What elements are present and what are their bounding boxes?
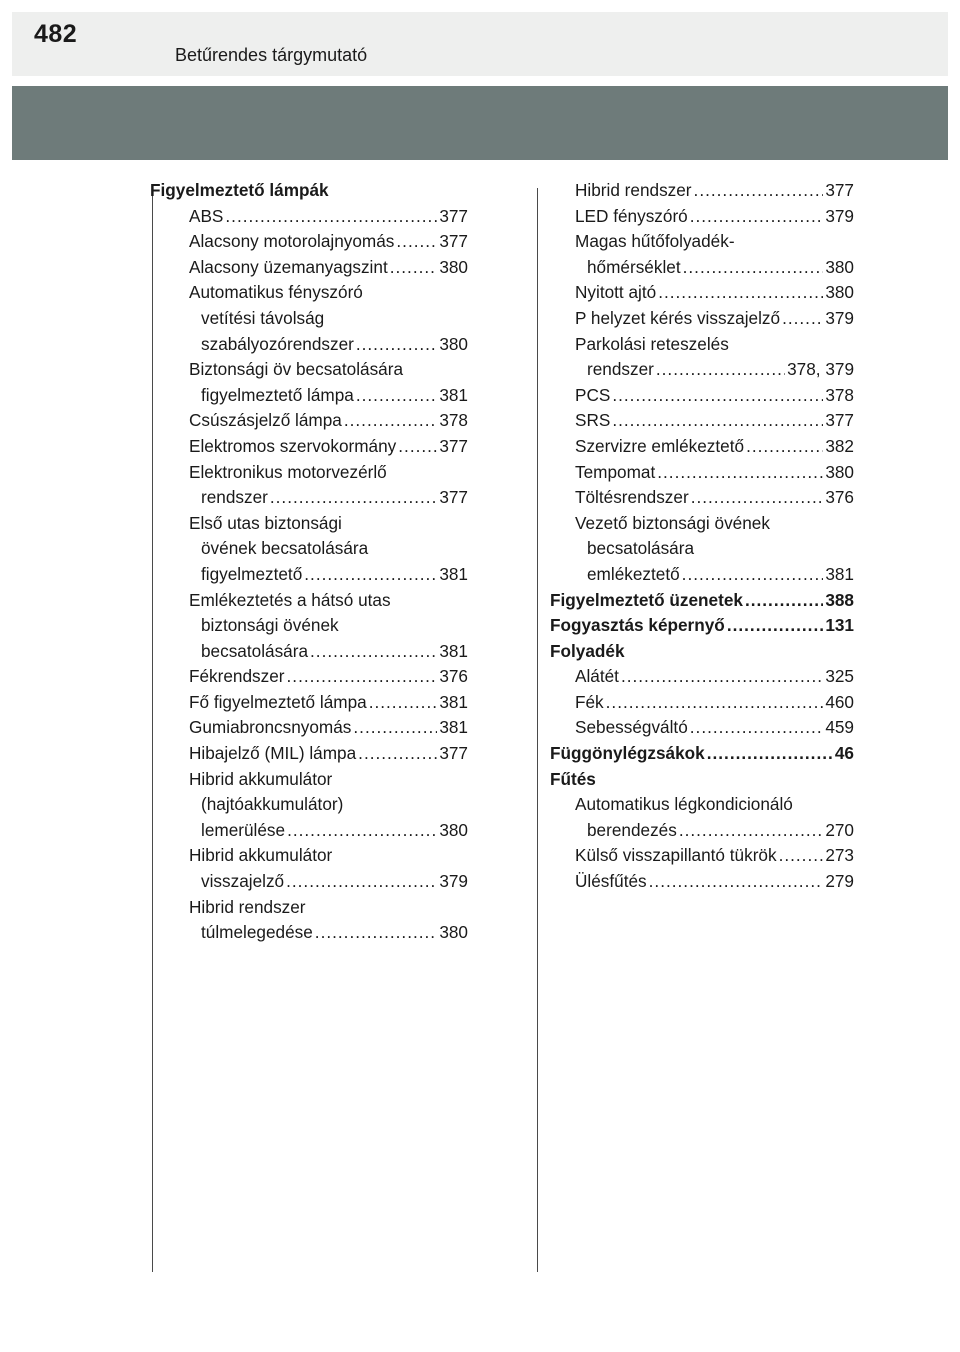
index-entry-text: övének becsatolására <box>201 538 369 559</box>
index-page-reference[interactable]: 377 <box>439 743 468 764</box>
index-page-reference[interactable]: 381 <box>439 384 468 405</box>
index-entry <box>550 332 854 358</box>
index-entry <box>550 434 854 460</box>
leader-dots <box>690 204 824 230</box>
leader-dots <box>683 255 824 281</box>
index-page-reference[interactable]: 379 <box>825 205 854 226</box>
index-page-reference[interactable]: 131 <box>825 615 854 636</box>
index-entry <box>550 511 854 537</box>
leader-dots <box>658 280 823 306</box>
leader-dots <box>782 306 823 332</box>
index-entry <box>550 383 854 409</box>
index-page-reference[interactable]: 377 <box>439 435 468 456</box>
index-entry <box>550 204 854 230</box>
index-entry <box>550 715 854 741</box>
index-entry-text: Vezető biztonsági övének <box>575 512 770 533</box>
index-entry-text: Csúszásjelző lámpa <box>189 410 342 431</box>
leader-dots <box>682 562 824 588</box>
index-page-reference[interactable]: 380 <box>439 922 468 943</box>
index-entry-continuation <box>550 562 854 588</box>
index-entry-text: (hajtóakkumulátor) <box>201 794 344 815</box>
index-entry-continuation <box>150 869 468 895</box>
index-entry <box>150 715 468 741</box>
index-entry-text: Szervizre emlékeztető <box>575 435 745 456</box>
index-entry-text: Magas hűtőfolyadék- <box>575 231 735 252</box>
index-entry-text: Első utas biztonsági <box>189 512 342 533</box>
index-entry <box>150 690 468 716</box>
index-heading <box>150 178 468 204</box>
header-banner <box>12 86 948 160</box>
index-entry <box>150 511 468 537</box>
index-entry-continuation <box>150 613 468 639</box>
index-page-reference[interactable]: 325 <box>825 666 854 687</box>
index-entry-text: visszajelző <box>201 871 285 892</box>
index-entry <box>150 741 468 767</box>
index-entry <box>550 229 854 255</box>
index-entry-text: Alátét <box>575 666 619 687</box>
index-page-reference[interactable]: 378, 379 <box>787 359 854 380</box>
index-page-reference[interactable]: 270 <box>825 819 854 840</box>
index-page-reference[interactable]: 380 <box>825 461 854 482</box>
index-page-reference[interactable]: 377 <box>439 205 468 226</box>
index-entry-continuation <box>150 920 468 946</box>
index-page-reference[interactable]: 379 <box>439 871 468 892</box>
index-entry-text: Hibajelző (MIL) lámpa <box>189 743 357 764</box>
index-page-reference[interactable]: 377 <box>439 231 468 252</box>
index-entry-text: Sebességváltó <box>575 717 688 738</box>
header-bar <box>12 12 948 76</box>
index-entry-continuation <box>150 562 468 588</box>
index-entry-text: Fékrendszer <box>189 666 285 687</box>
index-entry-text: Emlékeztetés a hátsó utas <box>189 589 391 610</box>
index-entry-text: emlékeztető <box>587 563 680 584</box>
index-heading <box>550 639 854 665</box>
leader-dots <box>390 255 438 281</box>
index-entry-text: Ülésfűtés <box>575 871 647 892</box>
index-entry <box>550 690 854 716</box>
index-page-reference[interactable]: 459 <box>825 717 854 738</box>
leader-dots <box>287 818 437 844</box>
index-entry-text: LED fényszóró <box>575 205 688 226</box>
index-page-reference[interactable]: 377 <box>825 410 854 431</box>
index-entry <box>150 255 468 281</box>
index-entry-text: Függönylégzsákok <box>550 743 705 764</box>
index-entry-continuation <box>150 536 468 562</box>
index-page-reference[interactable]: 380 <box>439 819 468 840</box>
index-page-reference[interactable]: 376 <box>439 666 468 687</box>
index-entry <box>550 485 854 511</box>
index-page-reference[interactable]: 460 <box>825 691 854 712</box>
leader-dots <box>694 178 824 204</box>
index-entry-text: becsatolására <box>587 538 695 559</box>
index-page-reference[interactable]: 46 <box>834 743 854 764</box>
index-entry-text: Folyadék <box>550 640 625 661</box>
index-entry <box>550 792 854 818</box>
leader-dots <box>606 690 824 716</box>
index-entry-text: Parkolási reteszelés <box>575 333 729 354</box>
index-entry <box>550 408 854 434</box>
index-entry-text: Hibrid akkumulátor <box>189 845 333 866</box>
index-entry <box>550 306 854 332</box>
index-entry-text: P helyzet kérés visszajelző <box>575 307 781 328</box>
index-entry-text: Külső visszapillantó tükrök <box>575 845 777 866</box>
index-page-reference[interactable]: 388 <box>825 589 854 610</box>
index-entry <box>150 434 468 460</box>
leader-dots <box>745 588 823 614</box>
index-entry-text: Figyelmeztető lámpák <box>150 180 329 200</box>
index-entry-continuation <box>150 818 468 844</box>
index-heading <box>550 613 854 639</box>
leader-dots <box>356 332 437 358</box>
index-entry-text: Elektromos szervokormány <box>189 435 397 456</box>
leader-dots <box>746 434 823 460</box>
leader-dots <box>396 229 437 255</box>
index-page-reference[interactable]: 382 <box>825 435 854 456</box>
leader-dots <box>286 869 437 895</box>
index-entry-text: SRS <box>575 410 611 431</box>
leader-dots <box>398 434 437 460</box>
index-page-reference[interactable]: 381 <box>439 717 468 738</box>
index-entry <box>150 460 468 486</box>
index-entry <box>550 280 854 306</box>
leader-dots <box>690 715 824 741</box>
index-entry <box>550 460 854 486</box>
leader-dots <box>358 741 437 767</box>
index-entry-continuation <box>550 255 854 281</box>
index-entry-continuation <box>150 792 468 818</box>
leader-dots <box>649 869 824 895</box>
index-entry-text: rendszer <box>201 487 268 508</box>
index-column-right <box>550 178 854 895</box>
index-entry-text: rendszer <box>587 359 654 380</box>
index-entry-text: Elektronikus motorvezérlő <box>189 461 387 482</box>
index-page-reference[interactable]: 380 <box>825 282 854 303</box>
leader-dots <box>779 843 824 869</box>
leader-dots <box>612 408 823 434</box>
index-entry-text: szabályozórendszer <box>201 333 354 354</box>
index-entry-text: lemerülése <box>201 819 286 840</box>
index-entry <box>150 767 468 793</box>
index-entry <box>150 843 468 869</box>
index-entry-text: Hibrid akkumulátor <box>189 768 333 789</box>
index-entry-continuation <box>150 485 468 511</box>
leader-dots <box>656 357 785 383</box>
leader-dots <box>304 562 437 588</box>
index-entry-text: Biztonsági öv becsatolására <box>189 359 404 380</box>
index-entry-text: Automatikus légkondicionáló <box>575 794 793 815</box>
index-page-reference[interactable]: 380 <box>825 256 854 277</box>
leader-dots <box>310 639 437 665</box>
index-entry <box>150 895 468 921</box>
index-entry-continuation <box>150 383 468 409</box>
index-entry-text: hőmérséklet <box>587 256 681 277</box>
leader-dots <box>691 485 824 511</box>
index-page-reference[interactable]: 379 <box>825 307 854 328</box>
index-entry-continuation <box>550 818 854 844</box>
leader-dots <box>270 485 437 511</box>
leader-dots <box>353 715 437 741</box>
page-number: 482 <box>34 20 78 48</box>
leader-dots <box>315 920 438 946</box>
leader-dots <box>657 460 823 486</box>
index-entry-continuation <box>550 536 854 562</box>
index-page-reference[interactable]: 381 <box>439 563 468 584</box>
index-page-reference[interactable]: 279 <box>825 871 854 892</box>
index-entry <box>150 280 468 306</box>
index-entry <box>150 664 468 690</box>
index-entry-text: Alacsony üzemanyagszint <box>189 256 388 277</box>
index-entry-text: ABS <box>189 205 224 226</box>
column-divider-right <box>537 188 538 1272</box>
index-entry-text: Tempomat <box>575 461 656 482</box>
index-page-reference[interactable]: 377 <box>825 180 854 200</box>
index-page-reference[interactable]: 376 <box>825 487 854 508</box>
leader-dots <box>225 204 437 230</box>
index-entry-text: berendezés <box>587 819 677 840</box>
index-page-reference[interactable]: 273 <box>825 845 854 866</box>
leader-dots <box>612 383 823 409</box>
index-entry-text: vetítési távolság <box>201 307 325 328</box>
index-entry-text: Alacsony motorolajnyomás <box>189 231 395 252</box>
index-entry-continuation <box>550 357 854 383</box>
index-entry-text: Gumiabroncsnyomás <box>189 717 352 738</box>
index-heading <box>550 588 854 614</box>
index-page-reference[interactable]: 380 <box>439 333 468 354</box>
index-entry-continuation <box>150 639 468 665</box>
index-heading <box>550 741 854 767</box>
section-title: Betűrendes tárgymutató <box>175 45 368 65</box>
index-page-reference[interactable]: 381 <box>825 563 854 584</box>
index-entry-text: figyelmeztető <box>201 563 303 584</box>
index-entry-text: figyelmeztető lámpa <box>201 384 354 405</box>
index-entry <box>150 204 468 230</box>
index-entry <box>150 357 468 383</box>
index-entry-text: Töltésrendszer <box>575 487 689 508</box>
index-entry-text: Nyitott ajtó <box>575 282 657 303</box>
index-entry-continuation <box>150 306 468 332</box>
index-entry <box>150 588 468 614</box>
index-entry <box>550 664 854 690</box>
index-page-reference[interactable]: 377 <box>439 487 468 508</box>
index-entry-text: Hibrid rendszer <box>575 180 692 200</box>
index-entry <box>150 229 468 255</box>
index-column-left <box>150 178 468 946</box>
index-entry <box>150 408 468 434</box>
index-entry-text: Automatikus fényszóró <box>189 282 363 303</box>
leader-dots <box>369 690 438 716</box>
index-entry-text: Hibrid rendszer <box>189 896 306 917</box>
leader-dots <box>727 613 824 639</box>
leader-dots <box>356 383 437 409</box>
index-page-reference[interactable]: 380 <box>439 256 468 277</box>
index-entry-continuation <box>150 332 468 358</box>
index-heading <box>550 767 854 793</box>
index-entry-text: Fék <box>575 691 604 712</box>
index-entry-text: Fogyasztás képernyő <box>550 615 725 636</box>
index-entry <box>550 843 854 869</box>
index-page-reference[interactable]: 378 <box>439 410 468 431</box>
index-entry-text: Fűtés <box>550 768 596 789</box>
index-entry-text: túlmelegedése <box>201 922 313 943</box>
index-page-reference[interactable]: 381 <box>439 691 468 712</box>
index-entry-text: becsatolására <box>201 640 309 661</box>
index-entry-text: biztonsági övének <box>201 615 339 636</box>
index-page-reference[interactable]: 378 <box>825 384 854 405</box>
leader-dots <box>344 408 437 434</box>
index-entry <box>550 869 854 895</box>
leader-dots <box>679 818 823 844</box>
index-entry-text: Figyelmeztető üzenetek <box>550 589 743 610</box>
index-page-reference[interactable]: 381 <box>439 640 468 661</box>
index-entry <box>550 178 854 204</box>
leader-dots <box>621 664 823 690</box>
leader-dots <box>707 741 833 767</box>
index-entry-text: PCS <box>575 384 611 405</box>
leader-dots <box>287 664 438 690</box>
index-entry-text: Fő figyelmeztető lámpa <box>189 691 367 712</box>
